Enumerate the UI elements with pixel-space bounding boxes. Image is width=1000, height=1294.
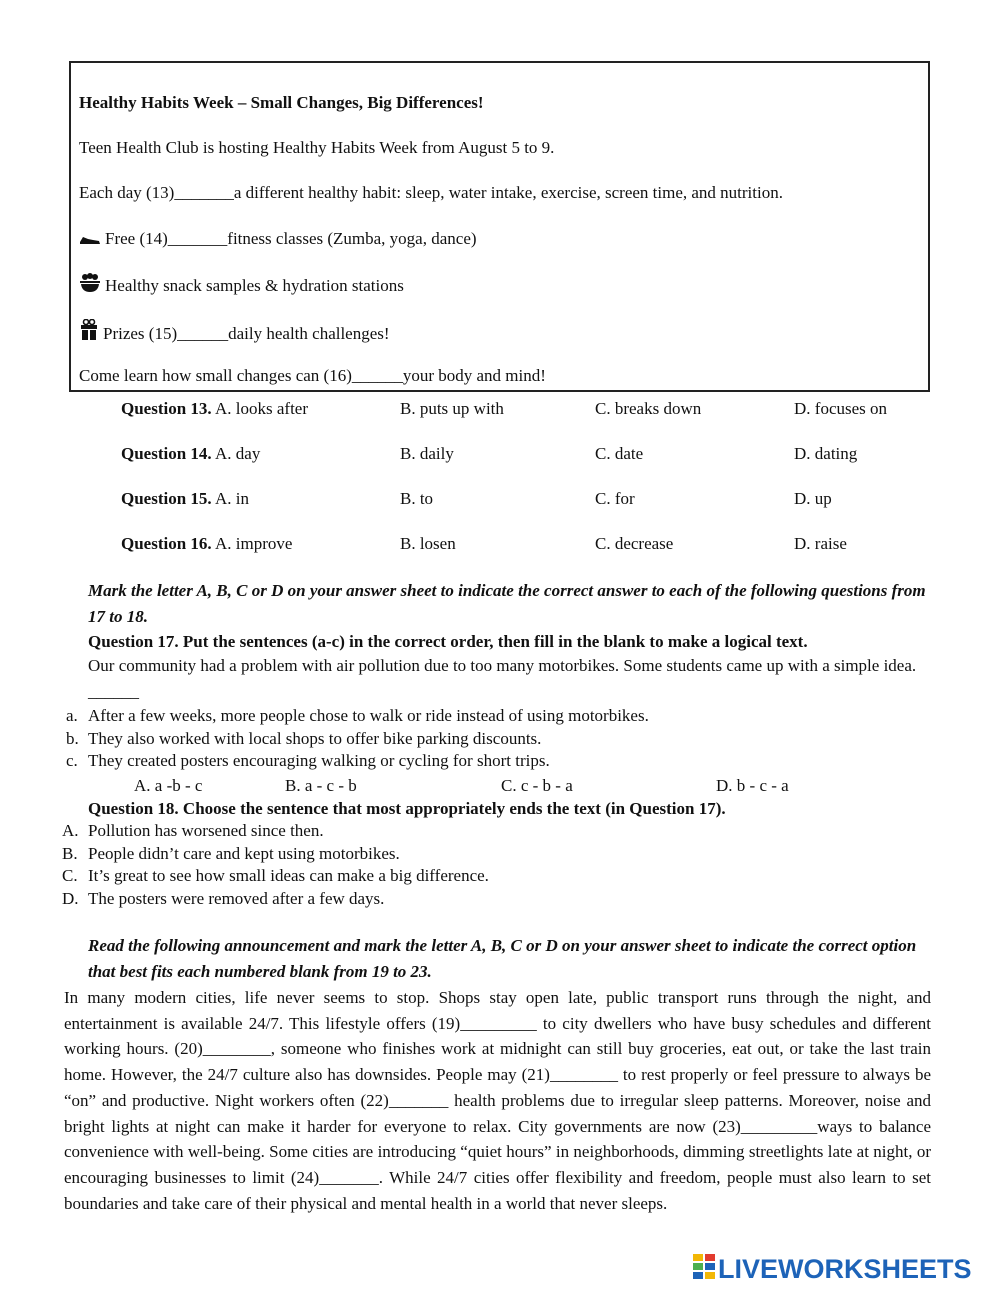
question-15-label: Question 15. [121, 489, 212, 508]
notice-snack-line: Healthy snack samples & hydration stations [105, 276, 404, 295]
q17-option-b[interactable]: B. a - c - b [285, 776, 357, 795]
q18-option-a-label[interactable]: A. [62, 821, 79, 840]
liveworksheets-logo [693, 1253, 972, 1285]
q18-option-c[interactable]: It’s great to see how small ideas can make a big difference. [88, 866, 489, 885]
notice-snack-row [79, 273, 404, 298]
question-16-label: Question 16. [121, 534, 212, 553]
option-c[interactable]: C. breaks down [595, 399, 702, 418]
notice-line-16: Come learn how small changes can (16)______your body and mind! [79, 366, 546, 385]
notice-line-14: Free (14)_______fitness classes (Zumba, yoga, dance) [105, 229, 477, 248]
notice-line-15: Prizes (15)______daily health challenges! [103, 324, 390, 343]
sneaker-icon [79, 231, 101, 251]
notice-intro: Teen Health Club is hosting Healthy Habits Week from August 5 to 9. [79, 138, 555, 157]
q17-item-b: They also worked with local shops to offer bike parking discounts. [88, 729, 542, 748]
instruction-17-18: Mark the letter A, B, C or D on your answer sheet to indicate the correct answer to each of the following questions from 17 to 18. [88, 581, 926, 626]
passage-text: In many modern cities, life never seems to stop. Shops stay open late, public transport runs through the night, and entertainment is available 24/7. This lifestyle offers (19)_________ to city dwellers who have busy schedules and different working hours. (20)________, someone who finishes work at midnight can still buy groceries, eat out, or take the last train home. However, the 24/7 culture also has downsides. People may (21)________ to rest properly or feel pressure to always be “on” and productive. Night workers often (22)_______ health problems due to irregular sleep patterns. Moreover, noise and bright lights at night can make it harder for everyone to relax. City governments are now (23)_________ways to balance convenience with well-being. Some cities are introducing “quiet hours” in neighborhoods, dimming streetlights late at night, or encouraging businesses to limit (24)_______. While 24/7 cities offer flexibility and freedom, people must also learn to set boundaries and take care of their physical and mental health in a world that never sleeps. [64, 988, 931, 1213]
notice-line-14-row [79, 229, 477, 251]
q18-option-d-label[interactable]: D. [62, 889, 79, 908]
notice-line-13: Each day (13)_______a different healthy habit: sleep, water intake, exercise, screen time, and nutrition. [79, 183, 783, 202]
option-a[interactable]: A. improve [215, 534, 293, 553]
q18-option-c-label[interactable]: C. [62, 866, 78, 885]
q18-option-b-label[interactable]: B. [62, 844, 78, 863]
q17-item-b-label: b. [66, 729, 79, 748]
question-14-label: Question 14. [121, 444, 212, 463]
gift-icon [79, 319, 99, 346]
option-a[interactable]: A. day [215, 444, 261, 463]
option-d[interactable]: D. up [794, 489, 832, 508]
option-c[interactable]: C. date [595, 444, 644, 463]
option-a[interactable]: A. in [215, 489, 249, 508]
notice-line-15-row [79, 319, 390, 346]
q17-option-d[interactable]: D. b - c - a [716, 776, 789, 795]
q17-item-a: After a few weeks, more people chose to walk or ride instead of using motorbikes. [88, 706, 649, 725]
q17-item-c: They created posters encouraging walking or cycling for short trips. [88, 751, 550, 770]
q18-option-a[interactable]: Pollution has worsened since then. [88, 821, 324, 840]
q17-item-a-label: a. [66, 706, 78, 725]
option-d[interactable]: D. dating [794, 444, 858, 463]
liveworksheets-logo-text: LIVEWORKSHEETS [718, 1253, 972, 1284]
option-c[interactable]: C. for [595, 489, 635, 508]
q17-option-a[interactable]: A. a -b - c [134, 776, 203, 795]
liveworksheets-logo-icon [693, 1254, 715, 1285]
option-b[interactable]: B. losen [400, 534, 456, 553]
option-d[interactable]: D. raise [794, 534, 847, 553]
q17-option-c[interactable]: C. c - b - a [501, 776, 573, 795]
question-13-label: Question 13. [121, 399, 212, 418]
salad-bowl-icon [79, 273, 101, 298]
option-a[interactable]: A. looks after [215, 399, 309, 418]
option-c[interactable]: C. decrease [595, 534, 674, 553]
reading-passage [64, 985, 931, 1216]
q18-option-b[interactable]: People didn’t care and kept using motorbikes. [88, 844, 400, 863]
question-17-text: Our community had a problem with air pollution due to too many motorbikes. Some students came up with a simple idea. ______ [88, 656, 917, 701]
notice-title: Healthy Habits Week – Small Changes, Big Differences! [79, 93, 484, 112]
instruction-19-23: Read the following announcement and mark the letter A, B, C or D on your answer sheet to indicate the correct option that best fits each numbered blank from 19 to 23. [88, 936, 917, 981]
option-b[interactable]: B. puts up with [400, 399, 504, 418]
q18-option-d[interactable]: The posters were removed after a few days. [88, 889, 385, 908]
question-17-title: Question 17. Put the sentences (a-c) in the correct order, then fill in the blank to make a logical text. [88, 632, 808, 651]
option-b[interactable]: B. daily [400, 444, 454, 463]
q17-item-c-label: c. [66, 751, 78, 770]
option-d[interactable]: D. focuses on [794, 399, 888, 418]
option-b[interactable]: B. to [400, 489, 434, 508]
question-18-title: Question 18. Choose the sentence that most appropriately ends the text (in Question 17). [88, 799, 726, 818]
